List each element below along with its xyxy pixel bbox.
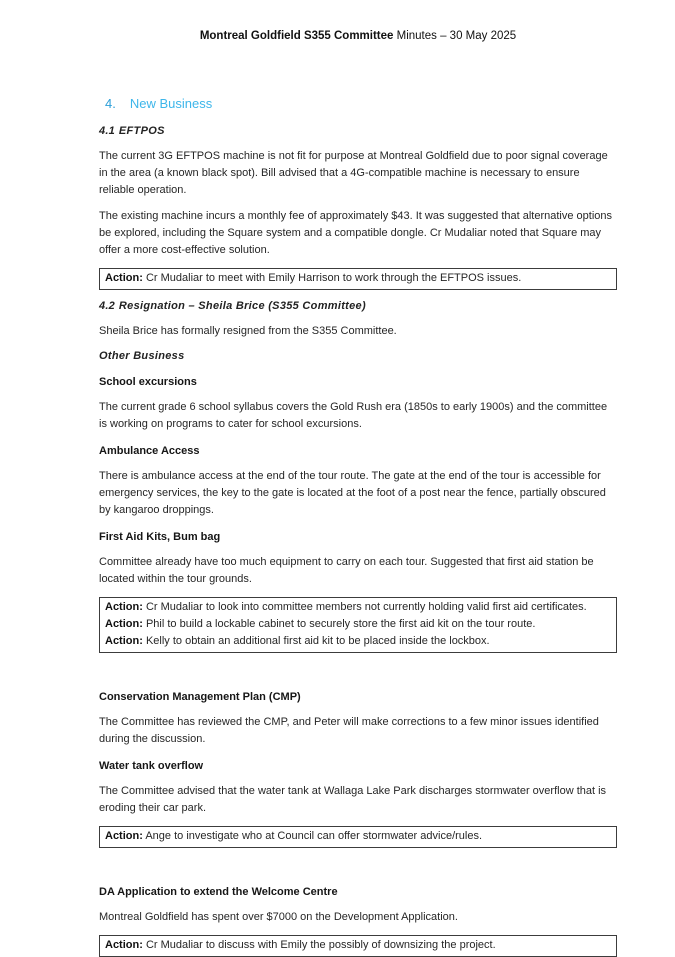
paragraph-eftpos-1: The current 3G EFTPOS machine is not fit for purpose at Montreal Goldfield due to poor signal coverage in the area (a known black spot). Bill advised that a 4G-compatible machine is necessary to ensure reliable operation.: [99, 150, 608, 196]
action-text: Cr Mudaliar to look into committee members not currently holding valid first aid certificates.: [142, 601, 587, 613]
action-item: [105, 270, 611, 287]
action-label: Action:: [105, 601, 143, 613]
subsection-number: 4.1: [99, 125, 115, 137]
paragraph-cmp: The Committee has reviewed the CMP, and Peter will make corrections to a few minor issues identified during the discussion.: [99, 716, 599, 745]
action-label: Action:: [105, 939, 143, 951]
heading-water-tank: Water tank overflow: [99, 760, 204, 772]
blank-line: [99, 662, 617, 679]
action-box-water-tank: [99, 826, 617, 848]
document-title-committee: Montreal Goldfield S355 Committee: [199, 30, 394, 42]
subsection-title: EFTPOS: [118, 125, 165, 137]
heading-cmp: Conservation Management Plan (CMP): [99, 691, 301, 703]
action-text: Cr Mudaliar to meet with Emily Harrison to work through the EFTPOS issues.: [142, 272, 522, 284]
heading-ambulance-access: Ambulance Access: [99, 445, 200, 457]
heading-school-excursions: School excursions: [99, 376, 197, 388]
document-title-minutes-date: Minutes – 30 May 2025: [393, 30, 517, 42]
heading-first-aid: First Aid Kits, Bum bag: [99, 531, 221, 543]
action-item: [105, 599, 611, 616]
paragraph-school-excursions: The current grade 6 school syllabus covers the Gold Rush era (1850s to early 1900s) and the committee is working on programs to cater for school excursions.: [99, 401, 608, 430]
action-label: Action:: [105, 618, 143, 630]
action-label: Action:: [105, 635, 143, 647]
action-box-eftpos: [99, 268, 617, 290]
action-text: Ange to investigate who at Council can offer stormwater advice/rules.: [142, 830, 483, 842]
subsection-heading-resignation: [99, 299, 617, 314]
action-text: Kelly to obtain an additional first aid kit to be placed inside the lockbox.: [142, 635, 490, 647]
heading-other-business: [99, 349, 617, 364]
paragraph-water-tank: The Committee advised that the water tank at Wallaga Lake Park discharges stormwater overflow that is eroding their car park.: [99, 785, 607, 814]
action-item: [105, 616, 611, 633]
section-label: New Business: [129, 96, 213, 111]
subsection-number: 4.2: [99, 300, 115, 312]
heading-da-application: DA Application to extend the Welcome Centre: [99, 886, 338, 898]
subsection-heading-eftpos: [99, 124, 617, 139]
action-item: [105, 828, 611, 845]
action-text: Phil to build a lockable cabinet to securely store the first aid kit on the tour route.: [142, 618, 536, 630]
action-item: [105, 633, 611, 650]
action-box-da-application: [99, 935, 617, 957]
section-number: 4.: [105, 96, 116, 111]
document-title: [99, 28, 617, 44]
action-box-first-aid: [99, 597, 617, 653]
paragraph-ambulance-access: There is ambulance access at the end of the tour route. The gate at the end of the tour is accessible for emergency services, the key to the gate is located at the foot of a post near the fence, partially obscured by kangaroo droppings.: [99, 470, 606, 516]
action-label: Action:: [105, 830, 143, 842]
paragraph-eftpos-2: The existing machine incurs a monthly fee of approximately $43. It was suggested that alternative options be explored, including the Square system and a compatible dongle. Cr Mudaliar noted that Square may offer a more cost-effective solution.: [99, 210, 613, 256]
subsection-title: Resignation – Sheila Brice (S355 Committee): [118, 300, 366, 312]
paragraph-first-aid: Committee already have too much equipment to carry on each tour. Suggested that first aid station be located within the tour grounds.: [99, 556, 594, 585]
section-heading-new-business: [105, 96, 617, 112]
action-item: [105, 937, 611, 954]
action-label: Action:: [105, 272, 143, 284]
action-text: Cr Mudaliar to discuss with Emily the possibly of downsizing the project.: [142, 939, 496, 951]
blank-line: [99, 857, 617, 874]
paragraph-resignation: Sheila Brice has formally resigned from the S355 Committee.: [99, 325, 397, 337]
paragraph-da-application: Montreal Goldfield has spent over $7000 on the Development Application.: [99, 911, 458, 923]
heading-title: Other Business: [99, 350, 185, 362]
